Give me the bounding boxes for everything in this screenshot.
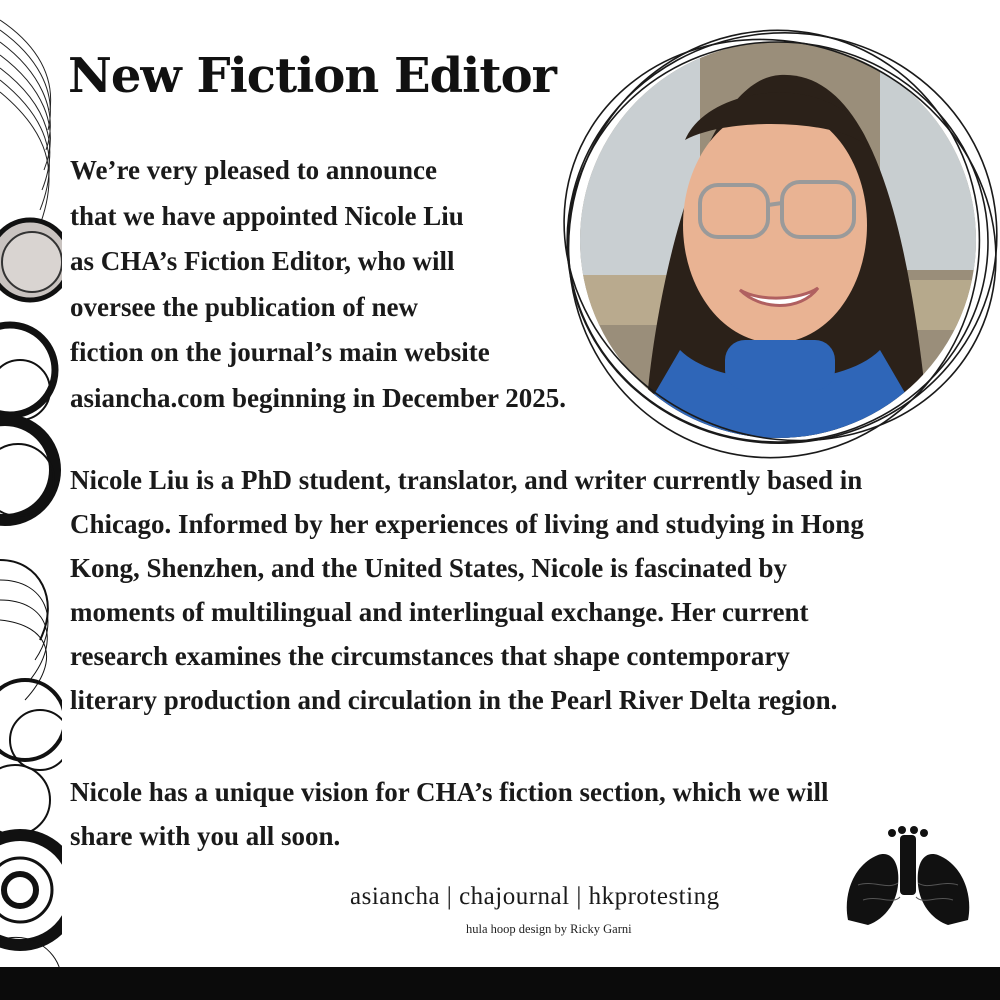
bio-line: Kong, Shenzhen, and the United States, Nicole is fascinated by bbox=[70, 553, 788, 583]
intro-line: as CHA’s Fiction Editor, who will bbox=[70, 246, 455, 276]
cha-logo bbox=[838, 825, 978, 935]
bio-line: research examines the circumstances that shape contemporary bbox=[70, 641, 790, 671]
intro-line: asiancha.com beginning in December 2025. bbox=[70, 382, 567, 413]
vision-line: share with you all soon. bbox=[70, 821, 341, 851]
vision-line: Nicole has a unique vision for CHA’s fiction section, which we will bbox=[70, 777, 829, 807]
intro-line: that we have appointed Nicole Liu bbox=[70, 200, 464, 231]
portrait-photo bbox=[550, 20, 1000, 470]
hula-hoop-art bbox=[0, 0, 62, 970]
design-credit: hula hoop design by Ricky Garni bbox=[466, 922, 632, 936]
bio-line: literary production and circulation in the Pearl River Delta region. bbox=[70, 685, 838, 715]
bio-paragraph bbox=[70, 458, 985, 722]
logo-text: Cha bbox=[896, 912, 929, 931]
intro-line: We’re very pleased to announce bbox=[70, 155, 437, 185]
intro-line: oversee the publication of new bbox=[70, 291, 418, 322]
bio-line: moments of multilingual and interlingual exchange. Her current bbox=[70, 597, 809, 627]
bottom-bar bbox=[0, 967, 1000, 1000]
bio-line: Nicole Liu is a PhD student, translator, and writer currently based in bbox=[70, 465, 863, 495]
bio-line: Chicago. Informed by her experiences of living and studying in Hong bbox=[70, 509, 864, 539]
social-handles: asiancha | chajournal | hkprotesting bbox=[350, 883, 720, 910]
page-title: New Fiction Editor bbox=[68, 48, 556, 104]
intro-line: fiction on the journal’s main website bbox=[70, 337, 490, 367]
